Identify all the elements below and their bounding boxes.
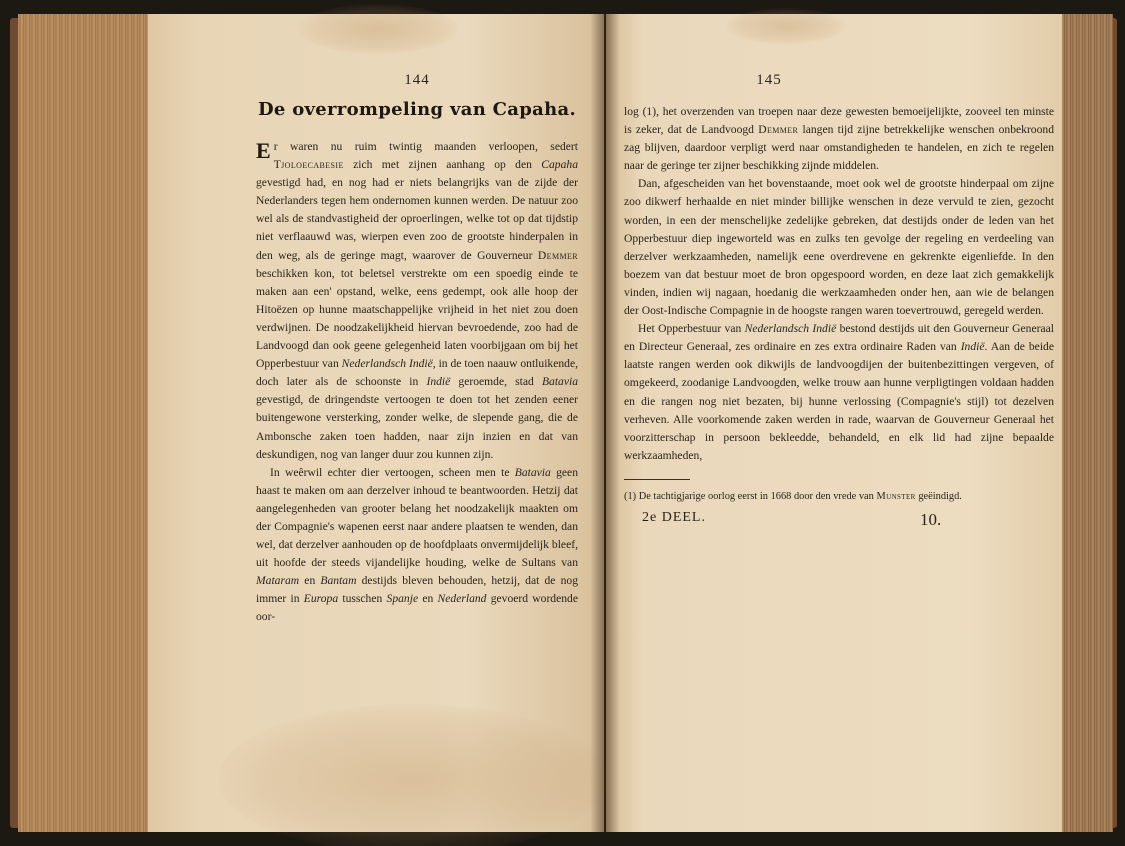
text-run: Demmer [758, 123, 799, 137]
text-run: Indië [960, 340, 985, 354]
text-run: Spanje [386, 592, 419, 606]
paragraph [256, 464, 578, 627]
water-stain [298, 4, 458, 54]
text-run: en [418, 592, 438, 606]
text-run: destijds bleven behouden, hetzij, dat de nog immer in [256, 574, 578, 606]
signature-line [624, 510, 1054, 530]
right-page [606, 14, 1062, 832]
text-run: geen haast te maken om aan derzelver inhoud te beantwoorden. Hetzij dat aangelegenheden van grooter belang het noodzakelijk maakten om der Compagnie's wapenen eerst naar andere plaatsen te wenden, dan wel, dat derzelver aanhouden op de hoofdplaats onvermijdelijk bleef, uit hoofde der steeds vijandelijke houding, welke de Sultans van [256, 465, 578, 570]
text-run: . Aan de beide laatste rangen werden ook dikwijls de landvoogdijen der buitenbezittingen vergeven, of omgekeerd, zoodanige Landvoogden, welke trouw aan hunne verpligtingen voldaan hadden en die rangen nog niet bezaten, bij hunne verlossing (Compagnie's stijl) tot dezelven verheven. Alle voorkomende zaken werden in rade, waarvan de Gouverneur Generaal het voorzitterschap in persoon bekleedde, behandeld, en elk lid had zijne bepaalde werkzaamheden, [624, 340, 1054, 462]
text-run: Dan, afgescheiden van het bovenstaande, moet ook wel de grootste hinderpaal om zijne zoo dikwerf herhaalde en niet minder billijke wenschen in deze vervuld te zien, gezocht worden, in een der menschelijke zedelijke gebreken, dat destijds onder de leden van het Opperbestuur diep ingeworteld was en zulks ten gevolge der regeling en verdeeling van derzelver werkzaamheden, namelijk eene overdrevene en gekrenkte eigenliefde. In den boezem van dat bestuur moet de bron opgespoord worden, en deze laat zich gemakkelijk vinden, indien wij nagaan, hoedanig die werkzaamheden onder hen, aan wie de belangen der Oost-Indische Compagnie in de hoogste rangen waren toevertrouwd, geregeld werden. [624, 177, 1054, 318]
text-run: gevestigd had, en nog had er niets belangrijks van de zijde der Nederlanders tegen hem ondernomen kunnen werden. De natuur zoo wel als de standvastigheid der oproerlingen, welke tot op dat tijdstip niet verflaauwd was, wierpen even zoo de grootste hinderpalen in den weg, als de geringe magt, waarover de Gouverneur [256, 176, 578, 262]
water-stain [726, 8, 846, 44]
left-page-body [256, 138, 578, 627]
text-run: In weêrwil echter dier vertoogen, scheen men te [270, 465, 515, 479]
paragraph [624, 320, 1054, 465]
text-run: Tjoloecabesie [273, 158, 344, 172]
text-run: gevestigd, de dringendste vertoogen te doen tot het zenden eener buitengewone versterking, zonder welke, de slepende gang, die de Ambonsche zaken toen hadden, naar zijn inzien en dat van deskundigen, nog van langer duur zou kunnen zijn. [256, 393, 578, 461]
text-run: Het Opperbestuur van [638, 322, 745, 336]
text-run: log (1), het overzenden van troepen naar deze gewesten bemoeijelijkte, zooveel ten minste is zeker, dat de Landvoogd [624, 105, 1054, 137]
water-stain [218, 704, 608, 846]
footnote [624, 490, 1054, 504]
text-run: Bantam [320, 574, 357, 588]
text-run: geëindigd. [915, 490, 962, 502]
paragraph [624, 175, 1054, 320]
drop-cap: E [256, 138, 271, 163]
text-run: en [299, 574, 321, 588]
paragraph [256, 138, 578, 464]
paragraph [624, 103, 1054, 175]
text-run: bestond destijds uit den Gouverneur Generaal en Directeur Generaal, zes ordinaire en zes extra ordinaire Raden van [624, 322, 1054, 354]
text-run: (1) De tachtigjarige oorlog eerst in 1668 door den vrede van [624, 490, 877, 502]
signature-mark: 2e DEEL. [642, 509, 706, 525]
signature-number: 10. [920, 509, 942, 529]
left-page [148, 14, 604, 832]
text-run: gevoerd wordende oor- [256, 592, 578, 624]
text-run: Batavia [514, 465, 551, 479]
text-run: Nederlandsch Indië [341, 357, 433, 371]
text-run: r waren nu ruim twintig maanden verloopen, sedert [273, 140, 578, 153]
text-run: Mataram [256, 574, 300, 588]
text-run: , in de toen naauw ontluikende, doch later als de schoonste in [256, 357, 578, 389]
text-run: Indië [426, 375, 451, 389]
text-run: geroemde, stad [450, 375, 542, 389]
page-number-left: 144 [404, 72, 430, 88]
text-run: Capaha [541, 158, 578, 172]
chapter-title: De overrompeling van Capaha. [257, 99, 577, 120]
text-run: tusschen [338, 592, 387, 606]
text-run: Nederland [437, 592, 487, 606]
gutter-shadow [590, 14, 620, 832]
footnote-rule [624, 479, 690, 480]
page-edges-left [18, 14, 152, 832]
text-run: beschikken kon, tot beletsel verstrekte om een spoedig einde te maken aan een' opstand, welke, eens gedempt, ook alle hoop der Hitoëzen op hunne maatschappelijke vrijheid in het niet zou doen verdwijnen. De noodzakelijkheid hiervan bevroedende, zoo had de Landvoogd dan ook geene gelegenheid laten voorbijgaan om bij het Opperbestuur van [256, 266, 578, 371]
right-page-body [624, 103, 1054, 465]
text-run: zich met zijnen aanhang op den [343, 158, 542, 172]
text-run: Batavia [541, 375, 578, 389]
text-run: Demmer [537, 248, 578, 262]
page-number-right: 145 [756, 72, 782, 88]
text-run: langen tijd zijne betrekkelijke wenschen onbekroond zag blijven, daardoor verpligt werd naar omstandigheden te handelen, en zich te regelen naar de geringe ter zijner beschikking zijnde middelen. [624, 123, 1054, 173]
text-run: Nederlandsch Indië [744, 322, 837, 336]
text-run: Europa [303, 592, 339, 606]
text-run: Munster [876, 490, 916, 502]
